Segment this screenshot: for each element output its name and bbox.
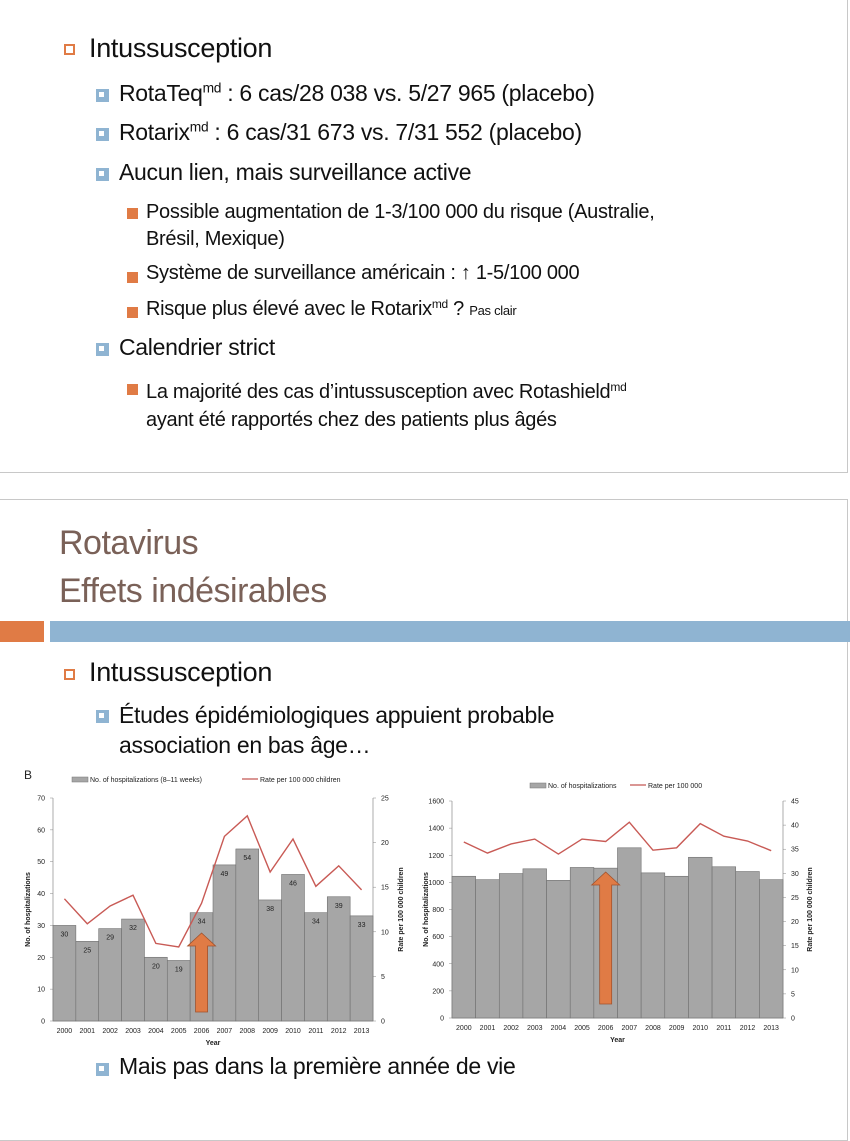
y-tick-label: 400	[432, 961, 444, 968]
bar	[53, 925, 76, 1021]
bar	[350, 916, 373, 1021]
legend-label: Rate per 100 000	[648, 783, 702, 790]
x-tick-label: 2012	[740, 1025, 756, 1032]
bullet-square-icon	[96, 710, 109, 723]
y2-tick-label: 0	[381, 1019, 385, 1026]
sub-item: Système de surveillance américain : ↑ 1-5/100 000	[146, 262, 579, 285]
x-tick-label: 2011	[716, 1025, 731, 1032]
x-tick-label: 2009	[262, 1028, 278, 1035]
bar	[259, 900, 282, 1021]
y-tick-label: 60	[37, 827, 45, 834]
item-text: ?	[448, 298, 464, 320]
x-tick-label: 2009	[669, 1025, 685, 1032]
y-tick-label: 70	[37, 796, 45, 803]
bar-value-label: 20	[152, 963, 160, 970]
line: Brésil, Mexique)	[146, 226, 655, 253]
bar-value-label: 25	[83, 947, 91, 954]
superscript: md	[190, 120, 209, 135]
item-name: Rotarix	[119, 119, 190, 145]
y2-tick-label: 0	[791, 1016, 795, 1023]
bar	[304, 913, 327, 1021]
list-item: Mais pas dans la première année de vie	[119, 1053, 515, 1080]
y-tick-label: 1000	[428, 880, 444, 887]
y2-tick-label: 35	[791, 847, 799, 854]
y2-tick-label: 5	[381, 974, 385, 981]
bullet-square-outline-icon	[64, 44, 75, 55]
x-tick-label: 2007	[217, 1028, 233, 1035]
bar	[523, 869, 547, 1018]
note: Pas clair	[469, 303, 516, 318]
y-tick-label: 1200	[428, 853, 444, 860]
x-tick-label: 2006	[598, 1025, 614, 1032]
y2-tick-label: 5	[791, 991, 795, 998]
x-tick-label: 2005	[574, 1025, 590, 1032]
item-text: Risque plus élevé avec le Rotarix	[146, 298, 432, 320]
x-tick-label: 2003	[125, 1028, 141, 1035]
bullet-square-icon	[96, 343, 109, 356]
accent-bar-blue	[50, 621, 850, 642]
bar-value-label: 49	[221, 871, 229, 878]
list-item: Aucun lien, mais surveillance active	[119, 159, 471, 186]
legend-label: Rate per 100 000 children	[260, 777, 341, 784]
superscript: md	[203, 81, 222, 96]
x-tick-label: 2002	[503, 1025, 519, 1032]
bullet-square-icon	[96, 128, 109, 141]
item-name: RotaTeq	[119, 80, 203, 106]
bar	[641, 873, 665, 1018]
y-tick-label: 600	[432, 934, 444, 941]
y-tick-label: 20	[37, 955, 45, 962]
superscript: md	[432, 297, 448, 311]
bar	[688, 857, 712, 1018]
bullet-square-icon	[96, 168, 109, 181]
y-tick-label: 0	[41, 1019, 45, 1026]
x-tick-label: 2013	[354, 1028, 370, 1035]
x-tick-label: 2006	[194, 1028, 210, 1035]
item-text: : 6 cas/28 038 vs. 5/27 965 (placebo)	[221, 80, 594, 106]
legend-label: No. of hospitalizations (8–11 weeks)	[90, 777, 202, 784]
chart-hospitalizations-8-11-weeks	[20, 765, 420, 1055]
bullet-square-outline-icon	[64, 669, 75, 680]
list-item	[119, 119, 582, 146]
list-item	[119, 80, 595, 107]
line: association en bas âge…	[119, 730, 554, 760]
bullet-filled-square-icon	[127, 272, 138, 283]
list-item: Calendrier strict	[119, 334, 275, 361]
bar	[452, 876, 476, 1018]
bar-value-label: 34	[312, 919, 320, 926]
bullet-square-icon	[96, 1063, 109, 1076]
line: Possible augmentation de 1-3/100 000 du risque (Australie,	[146, 199, 655, 226]
bar	[213, 865, 236, 1021]
y-tick-label: 800	[432, 907, 444, 914]
bar	[499, 874, 523, 1018]
slide-title-line2: Effets indésirables	[59, 572, 327, 611]
superscript: md	[610, 380, 626, 394]
list-item	[119, 700, 554, 760]
y2-tick-label: 15	[381, 885, 389, 892]
bar-value-label: 39	[335, 903, 343, 910]
bar	[759, 880, 783, 1018]
chart-hospitalizations-total	[420, 775, 820, 1055]
bar	[99, 929, 122, 1021]
bar-value-label: 19	[175, 966, 183, 973]
y2-axis-title: Rate per 100 000 children	[398, 867, 405, 951]
y2-tick-label: 45	[791, 799, 799, 806]
y2-tick-label: 40	[791, 823, 799, 830]
y-tick-label: 10	[37, 987, 45, 994]
x-tick-label: 2003	[527, 1025, 543, 1032]
x-tick-label: 2000	[456, 1025, 472, 1032]
y2-tick-label: 20	[791, 919, 799, 926]
bar	[547, 880, 571, 1018]
y-tick-label: 40	[37, 891, 45, 898]
item-text: : 6 cas/31 673 vs. 7/31 552 (placebo)	[208, 119, 581, 145]
bar	[282, 874, 305, 1021]
x-tick-label: 2000	[57, 1028, 73, 1035]
y2-tick-label: 10	[381, 929, 389, 936]
y2-tick-label: 15	[791, 943, 799, 950]
y2-tick-label: 10	[791, 967, 799, 974]
y-tick-label: 50	[37, 859, 45, 866]
y2-tick-label: 20	[381, 840, 389, 847]
bar-value-label: 46	[289, 880, 297, 887]
heading: Intussusception	[89, 657, 272, 688]
x-tick-label: 2004	[148, 1028, 164, 1035]
bar	[665, 876, 689, 1018]
sub-item	[146, 297, 516, 321]
y2-tick-label: 30	[791, 871, 799, 878]
legend-label: No. of hospitalizations	[548, 783, 617, 790]
bar-value-label: 34	[198, 919, 206, 926]
bar	[736, 872, 760, 1018]
x-tick-label: 2011	[308, 1028, 323, 1035]
x-tick-label: 2007	[622, 1025, 638, 1032]
accent-bar-orange	[0, 621, 44, 642]
panel-label: B	[24, 768, 32, 782]
y-tick-label: 1400	[428, 826, 444, 833]
x-axis-title: Year	[610, 1037, 625, 1044]
bar-value-label: 33	[358, 922, 366, 929]
y2-axis-title: Rate per 100 000 children	[807, 867, 814, 951]
bar-value-label: 32	[129, 925, 137, 932]
slide-1	[0, 0, 848, 473]
x-tick-label: 2005	[171, 1028, 187, 1035]
x-tick-label: 2002	[102, 1028, 118, 1035]
slide-title-line1: Rotavirus	[59, 524, 198, 563]
bar-value-label: 54	[243, 855, 251, 862]
bullet-filled-square-icon	[127, 307, 138, 318]
bar	[327, 897, 350, 1021]
x-tick-label: 2010	[285, 1028, 301, 1035]
x-tick-label: 2013	[763, 1025, 779, 1032]
bar	[122, 919, 145, 1021]
y2-tick-label: 25	[381, 796, 389, 803]
x-axis-title: Year	[206, 1040, 221, 1047]
bar-value-label: 30	[61, 931, 69, 938]
sub-item	[146, 199, 655, 253]
x-tick-label: 2012	[331, 1028, 347, 1035]
bar-value-label: 29	[106, 935, 114, 942]
legend-bar-swatch	[530, 783, 546, 788]
y-tick-label: 200	[432, 988, 444, 995]
y-axis-title: No. of hospitalizations	[423, 872, 430, 947]
line: La majorité des cas d’intussusception avec Rotashield	[146, 381, 610, 403]
y-tick-label: 30	[37, 923, 45, 930]
bar	[236, 849, 259, 1021]
bar-value-label: 38	[266, 906, 274, 913]
x-tick-label: 2008	[645, 1025, 661, 1032]
x-tick-label: 2004	[551, 1025, 567, 1032]
legend-bar-swatch	[72, 777, 88, 782]
x-tick-label: 2001	[480, 1025, 496, 1032]
y-tick-label: 1600	[428, 799, 444, 806]
x-tick-label: 2008	[239, 1028, 255, 1035]
heading: Intussusception	[89, 33, 272, 64]
bar	[618, 848, 642, 1018]
bar	[476, 880, 500, 1018]
line: Études épidémiologiques appuient probable	[119, 700, 554, 730]
x-tick-label: 2010	[692, 1025, 708, 1032]
y-axis-title: No. of hospitalizations	[25, 872, 32, 947]
y2-tick-label: 25	[791, 895, 799, 902]
bullet-filled-square-icon	[127, 384, 138, 395]
bullet-filled-square-icon	[127, 208, 138, 219]
x-tick-label: 2001	[79, 1028, 95, 1035]
line: ayant été rapportés chez des patients plus âgés	[146, 406, 626, 434]
sub-item	[146, 373, 626, 434]
bar	[570, 867, 594, 1018]
y-tick-label: 0	[440, 1016, 444, 1023]
bar	[712, 867, 736, 1018]
bullet-square-icon	[96, 89, 109, 102]
